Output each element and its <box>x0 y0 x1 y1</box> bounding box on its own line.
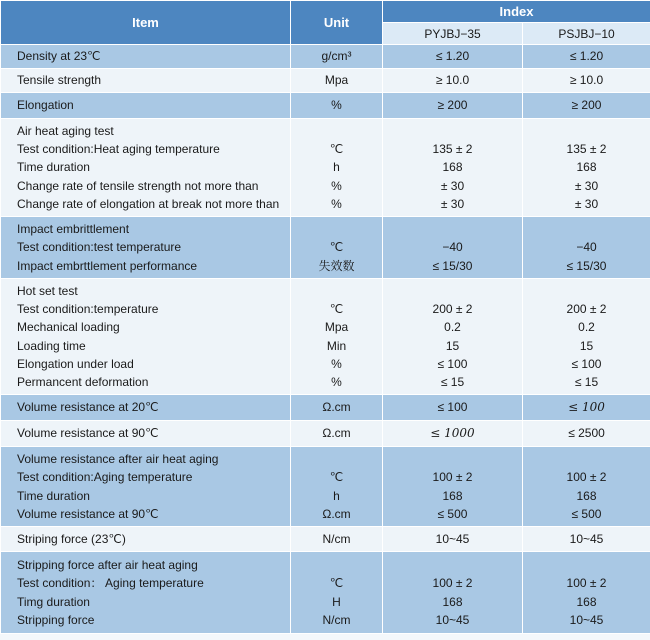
cell-line <box>383 450 522 468</box>
cell-line: Volume resistance at 90℃ <box>17 426 159 441</box>
cell-line: Change rate of elongation at break not more than <box>17 196 280 211</box>
cell-line: 10~45 <box>435 531 470 546</box>
unit-cell <box>291 119 383 217</box>
cell-line <box>291 556 382 574</box>
table-row <box>1 552 650 634</box>
table-row <box>1 421 650 447</box>
item-cell <box>1 447 291 527</box>
cell-line: Striping force (23℃) <box>17 531 126 546</box>
cell-line: ≤ 100 <box>437 356 468 371</box>
cell-line <box>291 220 382 238</box>
cell-line: ≤ 2500 <box>568 426 605 441</box>
value-a-cell <box>383 447 523 527</box>
cell-line: Timg duration <box>17 594 90 609</box>
cell-line: Elongation under load <box>17 356 134 371</box>
cell-line: % <box>331 178 342 193</box>
cell-line: Test condition:test temperature <box>17 240 182 255</box>
cell-line: Ω.cm <box>322 426 351 441</box>
value-b-cell <box>523 395 650 421</box>
cell-line: Mpa <box>324 320 349 335</box>
cell-line: ≤ 15/30 <box>566 258 607 273</box>
cell-line <box>523 220 650 238</box>
cell-line: Air heat aging test <box>17 123 114 138</box>
cell-line: ≤ 1.20 <box>435 49 470 64</box>
cell-line: % <box>331 196 342 211</box>
cell-line: ℃ <box>329 240 344 255</box>
unit-cell <box>291 395 383 421</box>
cell-line: ± 30 <box>440 178 465 193</box>
cell-line: −40 <box>442 240 463 255</box>
cell-line: ± 30 <box>574 178 599 193</box>
cell-line: g/cm³ <box>321 49 352 64</box>
cell-line: Impact embrittlement <box>17 222 130 237</box>
unit-cell <box>291 93 383 119</box>
cell-line: Time duration <box>17 488 90 503</box>
cell-line <box>523 282 650 300</box>
cell-line: ℃ <box>329 142 344 157</box>
cell-line: Time duration <box>17 160 90 175</box>
cell-line: 168 <box>442 594 463 609</box>
index-header: Index <box>383 1 650 23</box>
cell-line: Tensile strength <box>17 73 102 88</box>
cell-line: % <box>331 356 342 371</box>
value-a-cell <box>383 279 523 395</box>
cell-line: Stripping force after air heat aging <box>17 557 198 572</box>
cell-line: 0.2 <box>444 320 461 335</box>
item-cell <box>1 45 291 69</box>
value-b-cell <box>523 527 650 552</box>
cell-line: ≤ 100 <box>437 400 468 415</box>
cell-line: ≤ 15/30 <box>432 258 473 273</box>
cell-line: Ω.cm <box>322 400 351 415</box>
cell-line: N/cm <box>322 531 351 546</box>
unit-header: Unit <box>291 1 383 45</box>
cell-line <box>383 220 522 238</box>
cell-line: ± 30 <box>574 196 599 211</box>
cell-line: 200 ± 2 <box>566 301 607 316</box>
item-cell <box>1 93 291 119</box>
item-cell <box>1 421 291 447</box>
item-cell <box>1 217 291 279</box>
cell-line: 100 ± 2 <box>566 470 607 485</box>
unit-cell <box>291 447 383 527</box>
table-row <box>1 93 650 119</box>
cell-line: 15 <box>579 338 594 353</box>
item-cell <box>1 119 291 217</box>
cell-line: Test condition： Aging temperature <box>17 576 204 591</box>
cell-line: ℃ <box>329 301 344 316</box>
value-a-cell <box>383 421 523 447</box>
cell-line <box>291 450 382 468</box>
col-b-header: PSJBJ−10 <box>523 23 650 45</box>
table-row <box>1 217 650 279</box>
value-b-cell <box>523 119 650 217</box>
cell-line <box>523 450 650 468</box>
item-cell <box>1 69 291 93</box>
cell-line: −40 <box>576 240 597 255</box>
item-cell <box>1 395 291 421</box>
cell-line: ℃ <box>329 470 344 485</box>
cell-line: H <box>332 594 341 609</box>
cell-line: 135 ± 2 <box>432 142 473 157</box>
cell-line: N/cm <box>322 612 351 627</box>
cell-line: Test condition:Aging temperature <box>17 470 193 485</box>
cell-line: Impact embrttlement performance <box>17 258 198 273</box>
cell-line <box>291 122 382 140</box>
table-row <box>1 447 650 527</box>
value-b-cell <box>523 279 650 395</box>
cell-line: Volume resistance at 90℃ <box>17 506 159 521</box>
cell-line: ℃ <box>329 576 344 591</box>
cell-line: ≤ 500 <box>437 506 468 521</box>
cell-line: 100 ± 2 <box>432 576 473 591</box>
cell-line <box>383 556 522 574</box>
cell-line: Change rate of tensile strength not more than <box>17 178 259 193</box>
unit-cell <box>291 217 383 279</box>
value-a-cell <box>383 69 523 93</box>
item-cell <box>1 527 291 552</box>
value-b-cell <box>523 421 650 447</box>
table-row <box>1 45 650 69</box>
cell-line: 168 <box>442 160 463 175</box>
value-b-cell <box>523 45 650 69</box>
cell-line <box>383 122 522 140</box>
cell-line <box>383 282 522 300</box>
cell-line: Volume resistance at 20℃ <box>17 400 159 415</box>
value-a-cell <box>383 217 523 279</box>
cell-line: h <box>333 488 340 503</box>
cell-line: 100 ± 2 <box>566 576 607 591</box>
unit-cell <box>291 527 383 552</box>
cell-line: ≤ 1.20 <box>569 49 604 64</box>
cell-line: Test condition:temperature <box>17 301 159 316</box>
unit-cell <box>291 421 383 447</box>
value-b-cell <box>523 217 650 279</box>
cell-line: Hot set test <box>17 283 78 298</box>
unit-cell <box>291 45 383 69</box>
cell-line: % <box>331 98 342 113</box>
cell-line: 100 ± 2 <box>432 470 473 485</box>
table-row <box>1 279 650 395</box>
cell-line: ≥ 200 <box>437 98 468 113</box>
item-cell <box>1 552 291 634</box>
value-b-cell <box>523 69 650 93</box>
cell-line: Volume resistance after air heat aging <box>17 451 219 466</box>
value-a-cell <box>383 93 523 119</box>
cell-line <box>523 556 650 574</box>
unit-cell <box>291 279 383 395</box>
cell-line: Loading time <box>17 338 86 353</box>
value-b-cell <box>523 93 650 119</box>
cell-line: ≤ 15 <box>440 375 465 390</box>
cell-line: Ω.cm <box>322 506 351 521</box>
value-a-cell <box>383 552 523 634</box>
cell-line: 168 <box>442 488 463 503</box>
cell-line: ≥ 200 <box>571 98 602 113</box>
cell-line: Mechanical loading <box>17 320 120 335</box>
table-row <box>1 69 650 93</box>
cell-line: 15 <box>445 338 460 353</box>
cell-line: Mpa <box>324 73 349 88</box>
cell-line <box>523 122 650 140</box>
cell-line: ± 30 <box>440 196 465 211</box>
value-a-cell <box>383 527 523 552</box>
cell-line <box>291 282 382 300</box>
cell-line: Stripping force <box>17 612 95 627</box>
value-b-cell <box>523 447 650 527</box>
cell-line: 10~45 <box>569 612 604 627</box>
cell-line: 10~45 <box>569 531 604 546</box>
cell-line: 168 <box>576 160 597 175</box>
cell-line: h <box>333 160 340 175</box>
cell-line: 失效数 <box>318 258 355 273</box>
cell-line: 168 <box>576 488 597 503</box>
cell-line: 135 ± 2 <box>566 142 607 157</box>
cell-line: Min <box>326 338 347 353</box>
cell-line: ≤ 100 <box>571 356 602 371</box>
table-row <box>1 527 650 552</box>
cell-line: % <box>331 375 342 390</box>
value-b-cell <box>523 552 650 634</box>
cell-line: Permancent deformation <box>17 375 149 390</box>
item-header: Item <box>1 1 291 45</box>
cell-line: 168 <box>576 594 597 609</box>
unit-cell <box>291 552 383 634</box>
value-a-cell <box>383 395 523 421</box>
cell-line: ≤ 15 <box>574 375 599 390</box>
cell-line: Test condition:Heat aging temperature <box>17 142 220 157</box>
value-a-cell <box>383 45 523 69</box>
cell-line: Elongation <box>17 98 74 113</box>
table-row <box>1 395 650 421</box>
cell-line: 200 ± 2 <box>432 301 473 316</box>
cell-line: Density at 23℃ <box>17 49 101 64</box>
unit-cell <box>291 69 383 93</box>
cell-line: ≥ 10.0 <box>435 73 470 88</box>
table-row <box>1 119 650 217</box>
item-cell <box>1 279 291 395</box>
cell-line: 0.2 <box>578 320 595 335</box>
cell-line: ≤ 100 <box>568 400 605 415</box>
cell-line: ≤ 500 <box>571 506 602 521</box>
col-a-header: PYJBJ−35 <box>383 23 523 45</box>
value-a-cell <box>383 119 523 217</box>
cell-line: ≥ 10.0 <box>569 73 604 88</box>
cell-line: 10~45 <box>435 612 470 627</box>
cell-line: ≤ 1000 <box>430 426 475 441</box>
